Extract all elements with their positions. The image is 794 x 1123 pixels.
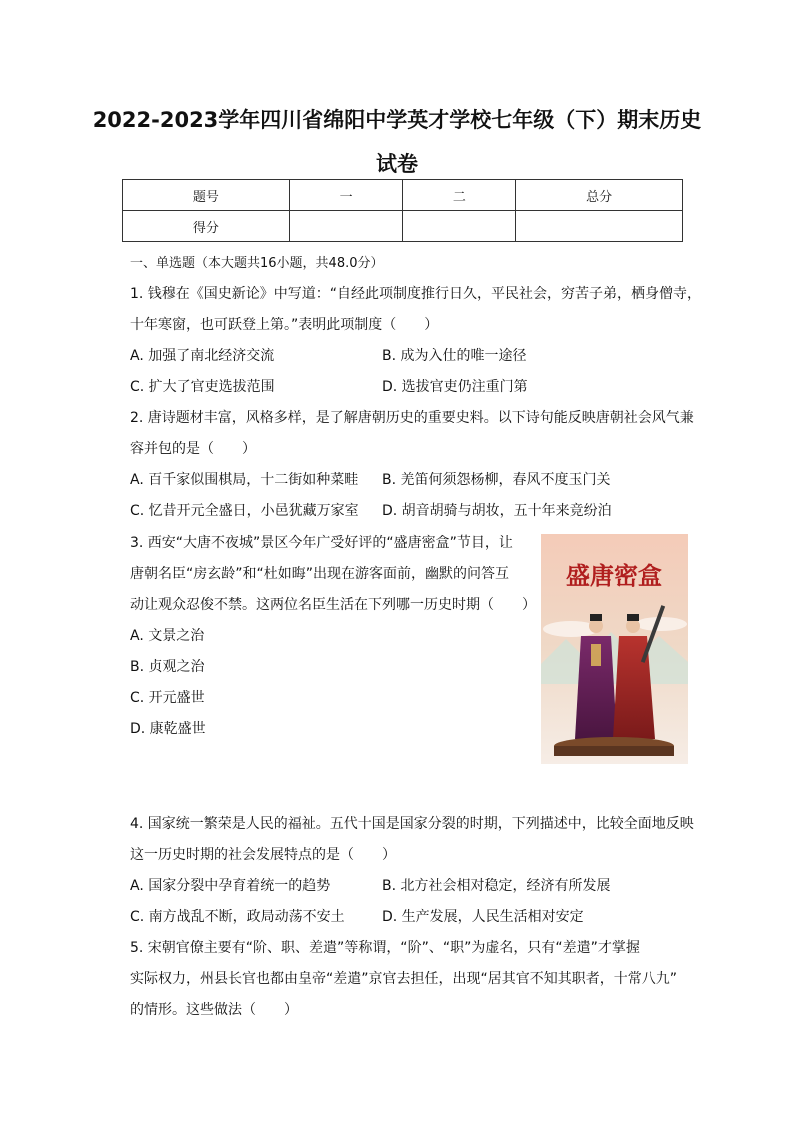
- exam-title-line1: 2022-2023学年四川省绵阳中学英才学校七年级（下）期末历史: [92, 108, 702, 132]
- section-heading-single-choice: 一、单选题（本大题共16小题，共48.0分）: [130, 256, 384, 271]
- q5-stem-line2: 实际权力，州县长官也都由皇帝“差遣”京官去担任，出现“居其官不知其职者，十常八九”: [130, 971, 678, 987]
- q1-option-c: C. 扩大了官吏选拔范围: [130, 379, 275, 395]
- header-cell-total: 总分: [516, 180, 683, 211]
- poster-cloud-right: [635, 617, 687, 631]
- score-cell-total: [516, 211, 683, 242]
- q2-option-c: C. 忆昔开元全盛日，小邑犹藏万家室: [130, 503, 359, 519]
- header-cell-question-number: 题号: [123, 180, 290, 211]
- q4-option-b: B. 北方社会相对稳定，经济有所发展: [382, 878, 611, 894]
- q2-option-b: B. 羌笛何须怨杨柳，春风不度玉门关: [382, 472, 611, 488]
- score-cell-part-one: [289, 211, 403, 242]
- q4-stem-line2: 这一历史时期的社会发展特点的是（ ）: [130, 847, 396, 863]
- q1-stem-line1: 1. 钱穆在《国史新论》中写道：“自经此项制度推行日久，平民社会，穷苦子弟，栖身僧寺，: [130, 286, 702, 302]
- q3-option-b: B. 贞观之治: [130, 659, 205, 675]
- score-table-score-row: [123, 211, 683, 242]
- q1-option-d: D. 选拔官吏仍注重门第: [382, 379, 528, 395]
- q5-stem-line1: 5. 宋朝官僚主要有“阶、职、差遣”等称谓，“阶”、“职”为虚名，只有“差遣”才掌握: [130, 940, 640, 956]
- q2-option-a: A. 百千家似围棋局，十二街如种菜畦: [130, 472, 359, 488]
- poster-figure-left-sash: [591, 644, 601, 666]
- poster-pedestal-base: [554, 746, 674, 756]
- q4-option-d: D. 生产发展，人民生活相对安定: [382, 909, 584, 925]
- q3-stem-line1: 3. 西安“大唐不夜城”景区今年广受好评的“盛唐密盒”节目，让: [130, 535, 513, 551]
- header-cell-part-one: 一: [289, 180, 403, 211]
- header-cell-part-two: 二: [403, 180, 516, 211]
- q3-stem-line3: 动让观众忍俊不禁。这两位名臣生活在下列哪一历史时期（ ）: [130, 597, 536, 613]
- poster-title-text: 盛唐密盒: [566, 561, 662, 590]
- q4-stem-line1: 4. 国家统一繁荣是人民的福祉。五代十国是国家分裂的时期，下列描述中，比较全面地反映: [130, 816, 694, 832]
- shengtang-mihe-poster-image: [541, 534, 688, 764]
- q5-stem-line3: 的情形。这些做法（ ）: [130, 1002, 298, 1018]
- q4-option-c: C. 南方战乱不断，政局动荡不安土: [130, 909, 345, 925]
- poster-figure-right-head: [626, 619, 640, 633]
- poster-figure-left-hat: [590, 614, 602, 621]
- q1-option-a: A. 加强了南北经济交流: [130, 348, 275, 364]
- exam-title-line2: 试卷: [376, 152, 418, 176]
- q3-option-d: D. 康乾盛世: [130, 721, 206, 737]
- q3-stem-line2: 唐朝名臣“房玄龄”和“杜如晦”出现在游客面前，幽默的问答互: [130, 566, 510, 582]
- poster-figure-left-head: [589, 619, 603, 633]
- score-row-label: 得分: [123, 211, 290, 242]
- q1-stem-line2: 十年寒窗，也可跃登上第。”表明此项制度（ ）: [130, 317, 439, 333]
- q3-option-c: C. 开元盛世: [130, 690, 205, 706]
- score-table: [122, 179, 683, 242]
- q3-option-a: A. 文景之治: [130, 628, 205, 644]
- q2-stem-line1: 2. 唐诗题材丰富，风格多样，是了解唐朝历史的重要史料。以下诗句能反映唐朝社会风气兼: [130, 410, 694, 426]
- score-cell-part-two: [403, 211, 516, 242]
- score-table-header-row: [123, 180, 683, 211]
- q2-option-d: D. 胡音胡骑与胡妆，五十年来竞纷泊: [382, 503, 612, 519]
- q4-option-a: A. 国家分裂中孕育着统一的趋势: [130, 878, 331, 894]
- q2-stem-line2: 容并包的是（ ）: [130, 441, 256, 457]
- poster-figure-right-hat: [627, 614, 639, 621]
- q1-option-b: B. 成为入仕的唯一途径: [382, 348, 527, 364]
